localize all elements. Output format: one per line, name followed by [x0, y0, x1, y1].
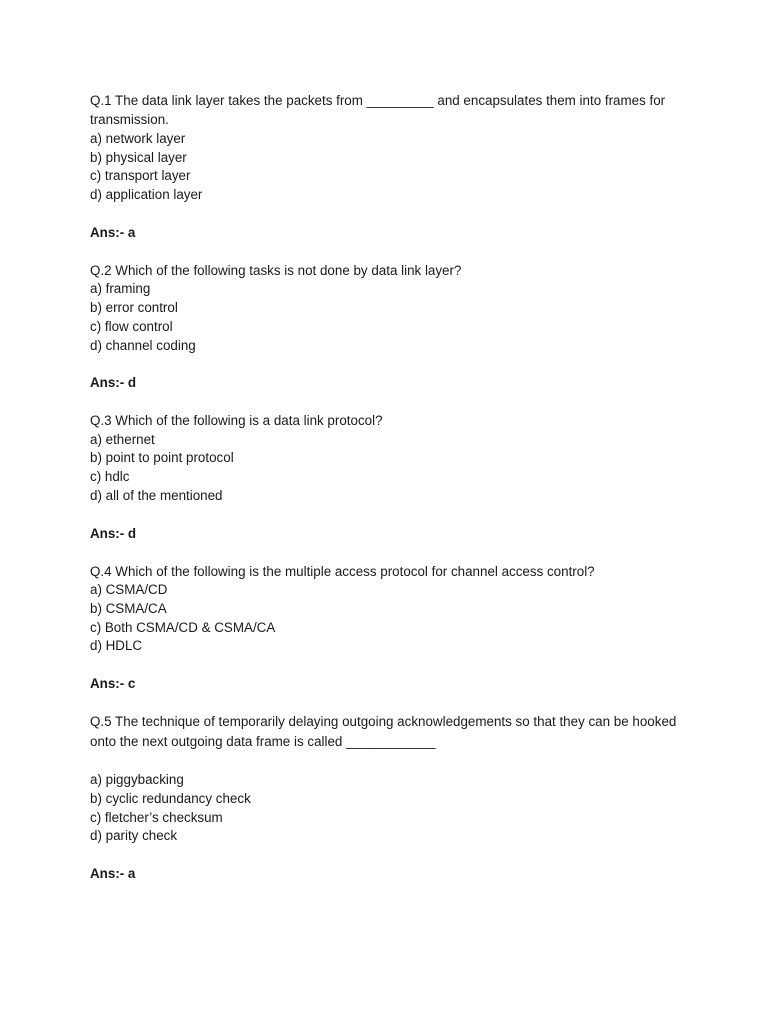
option-a: a) network layer: [90, 130, 186, 146]
option-d: d) application layer: [90, 187, 203, 203]
question-text: Q.1 The data link layer takes the packets from _________ and encapsulates them into frames for transmission.: [90, 93, 669, 128]
question-block-4: [90, 562, 680, 694]
option-c: c) Both CSMA/CD & CSMA/CA: [90, 619, 276, 635]
answer-label: Ans:- a: [90, 225, 136, 240]
option-a: a) framing: [90, 281, 151, 297]
option-b: b) point to point protocol: [90, 450, 234, 466]
answer-label: Ans:- d: [90, 375, 137, 391]
option-b: b) CSMA/CA: [90, 600, 167, 616]
quiz-content: [90, 91, 680, 902]
option-c: c) hdlc: [90, 469, 130, 485]
question-text: Q.5 The technique of temporarily delaying outgoing acknowledgements so that they can be hooked onto the next outgoing data frame is called ____________: [90, 713, 681, 750]
option-b: b) cyclic redundancy check: [90, 790, 251, 806]
option-a: a) ethernet: [90, 431, 155, 447]
answer-label: Ans:- a: [90, 866, 136, 882]
question-block-5: [90, 712, 680, 884]
blank-spacer: [90, 753, 680, 771]
option-a: a) piggybacking: [90, 771, 184, 787]
question-text: Q.3 Which of the following is a data link protocol?: [90, 413, 383, 429]
answer-label: Ans:- c: [90, 676, 136, 692]
option-c: c) flow control: [90, 318, 173, 334]
option-b: b) physical layer: [90, 149, 187, 165]
question-block-3: [90, 411, 680, 543]
option-c: c) transport layer: [90, 168, 191, 184]
question-text: Q.4 Which of the following is the multiple access protocol for channel access control?: [90, 563, 595, 579]
option-d: d) all of the mentioned: [90, 487, 223, 503]
option-b: b) error control: [90, 300, 178, 315]
option-d: d) channel coding: [90, 337, 196, 353]
option-c: c) fletcher’s checksum: [90, 809, 223, 825]
option-a: a) CSMA/CD: [90, 581, 168, 597]
question-text: Q.2 Which of the following tasks is not done by data link layer?: [90, 262, 462, 278]
question-block-2: [90, 261, 680, 393]
option-d: d) parity check: [90, 828, 178, 844]
option-d: d) HDLC: [90, 638, 143, 654]
answer-label: Ans:- d: [90, 525, 137, 541]
question-block-1: [90, 91, 680, 243]
